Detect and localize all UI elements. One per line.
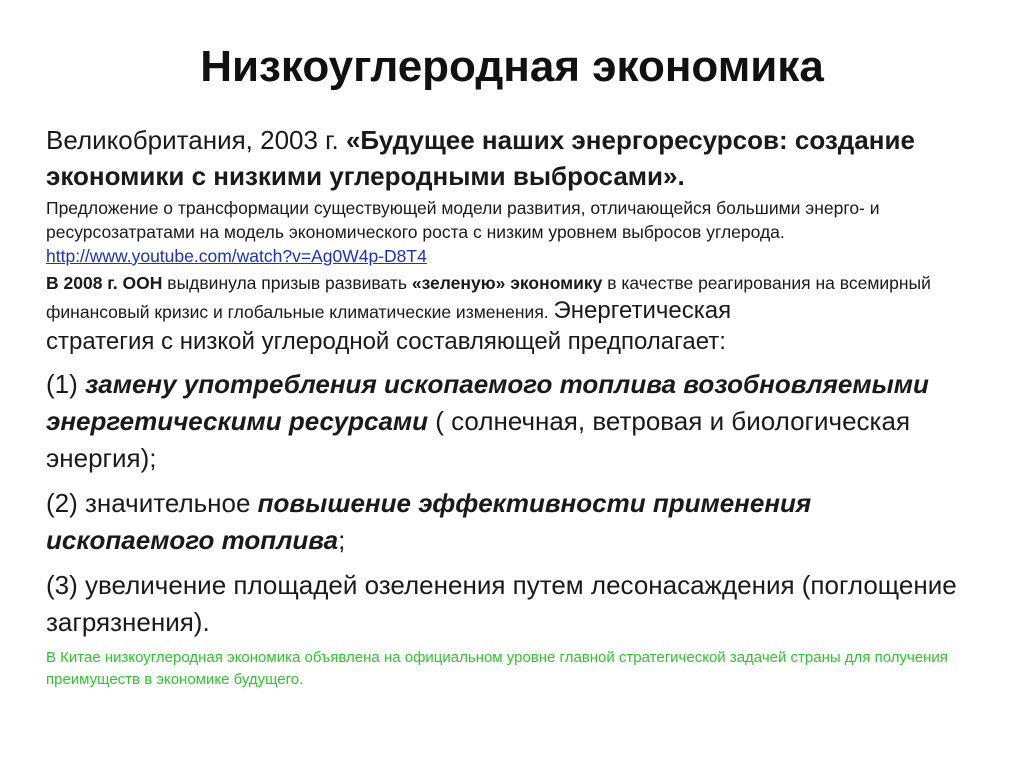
slide-title: Низкоуглеродная экономика [200,42,824,91]
paragraph-proposal [46,196,976,268]
youtube-link[interactable]: http://www.youtube.com/watch?v=Ag0W4p-D8T4 [46,246,427,266]
item-1-number: (1) [46,369,85,399]
slide-body [46,122,976,691]
list-item-1 [46,366,976,477]
uk-2003-report-title: «Будущее наших энергоресурсов: создание экономики с низкими углеродными выбросами». [46,125,915,191]
item-1-rest: ( солнечная, ветровая и биологическая энергия); [46,406,911,473]
item-2-rest: ; [338,525,346,555]
strategy-lead: Энергетическая [553,297,732,324]
uk-2003-prefix: Великобритания, 2003 г. [46,125,346,155]
paragraph-un-2008 [46,270,976,358]
item-2-number: (2) значительное [46,488,258,518]
un-2008-text-1: выдвинула призыв развивать [162,273,412,293]
proposal-text: Предложение о трансформации существующей модели развития, отличающейся большими энерго- и ресурсозатратами на модель экономического роста с низким уровнем выбросов углерода. [46,198,880,242]
un-2008-label: В 2008 г. ООН [46,273,163,293]
strategy-intro: стратегия с низкой углеродной составляющей предполагает: [46,328,726,355]
item-1-emphasis: замену употребления ископаемого топлива возобновляемыми энергетическими ресурсами [46,369,929,436]
item-2-emphasis: повышение эффективности применения ископаемого топлива [46,488,812,555]
paragraph-uk-2003 [46,122,976,194]
un-2008-text-2: в качестве реагирования на всемирный финансовый кризис и глобальные климатические изменения. [46,273,931,322]
list-item-3: (3) увеличение площадей озеленения путем лесонасаждения (поглощение загрязнения). [46,570,957,637]
china-note: В Китае низкоуглеродная экономика объявлена на официальном уровне главной стратегической задачей страны для получения преимуществ в экономике будущего. [46,649,948,688]
list-item-2 [46,485,976,559]
green-economy-term: «зеленую» экономику [411,273,603,293]
